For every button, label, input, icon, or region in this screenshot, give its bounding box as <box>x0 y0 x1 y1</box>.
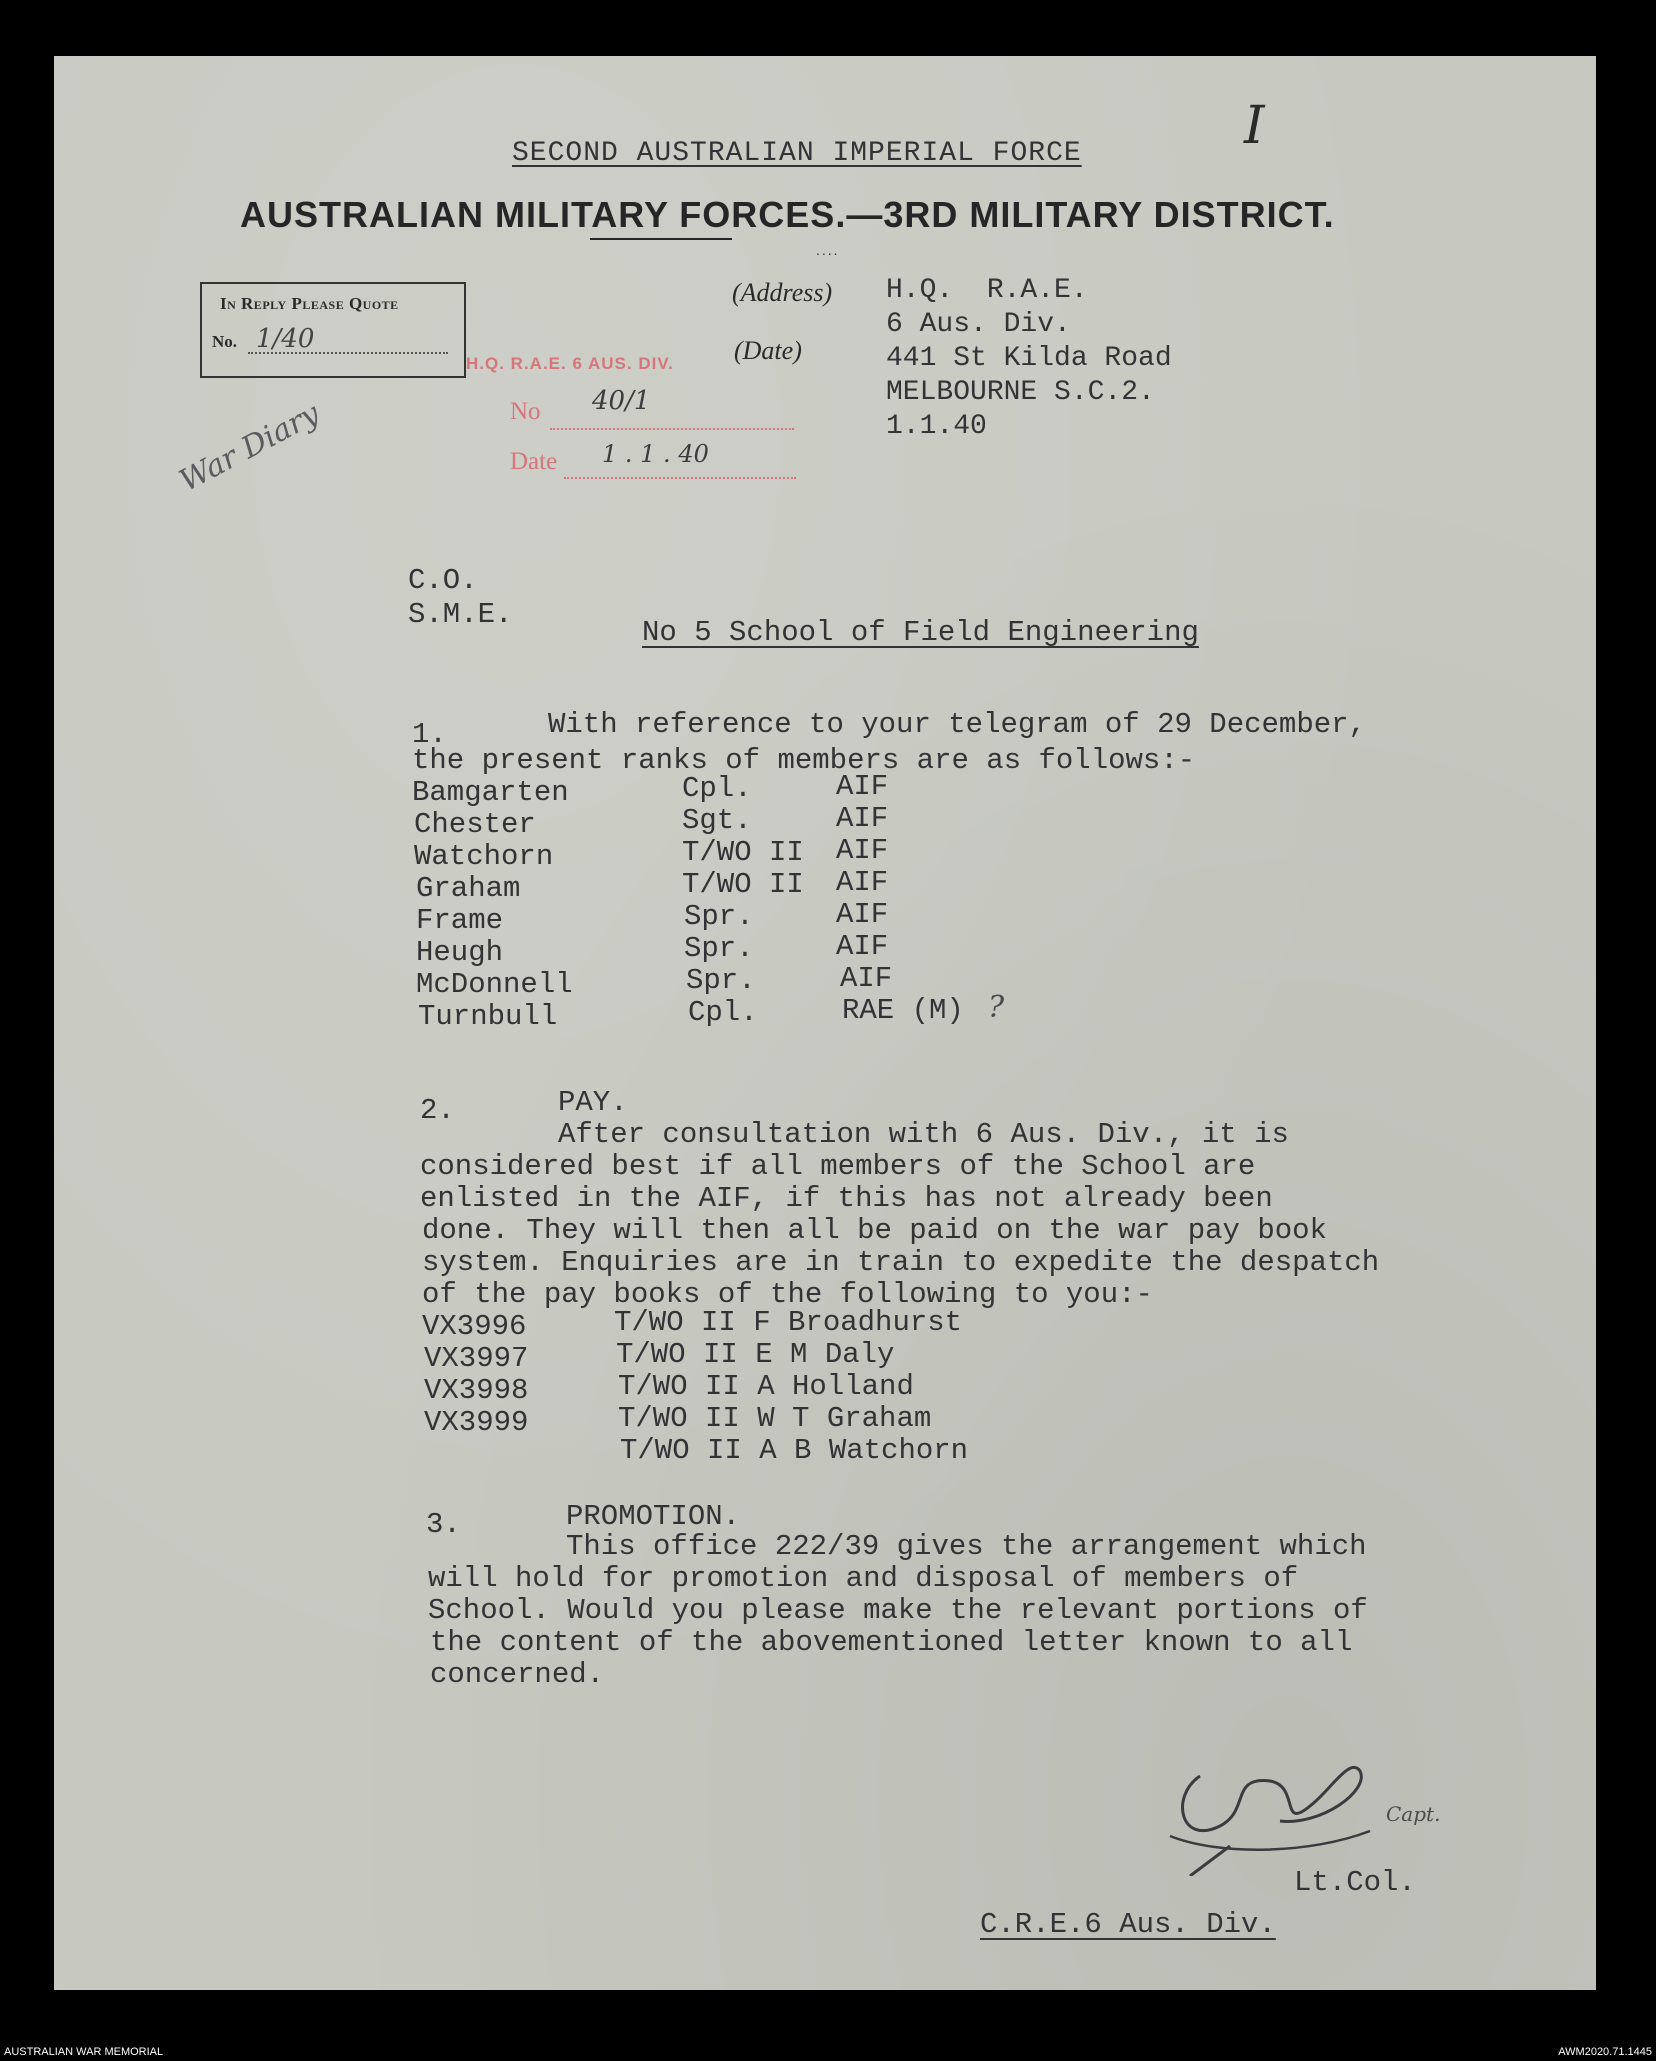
para2-line-5: system. Enquiries are in train to expedite the despatch <box>422 1246 1380 1279</box>
member-name: Watchorn <box>414 840 554 873</box>
reply-quote-box <box>200 282 466 378</box>
margin-annotation: War Diary <box>174 396 326 499</box>
member-name: Chester <box>414 808 536 841</box>
member-unit: RAE (M) <box>842 994 964 1027</box>
member-name: Frame <box>416 904 504 937</box>
registry-stamp-date-value: 1 . 1 . 40 <box>602 440 709 468</box>
paybook-person: T/WO II A Holland <box>618 1370 914 1403</box>
subject-heading: No 5 School of Field Engineering <box>642 616 1199 649</box>
stamp-dotted-line <box>550 428 794 430</box>
reply-box-no-label: No. <box>212 332 238 351</box>
address-line-4: MELBOURNE S.C.2. <box>886 377 1155 408</box>
para2-line-1: After consultation with 6 Aus. Div., it is <box>558 1118 1289 1151</box>
para1-line-2: the present ranks of members are as follows:- <box>412 744 1196 777</box>
stamp-dotted-line <box>564 477 796 479</box>
reply-box-title: In Reply Please Quote <box>220 294 399 313</box>
member-name: Heugh <box>416 936 504 969</box>
address-line-2: 6 Aus. Div. <box>886 309 1071 340</box>
para3-line-4: the content of the abovementioned letter known to all <box>430 1626 1353 1659</box>
member-name: McDonnell <box>416 968 573 1001</box>
signature-title: C.R.E.6 Aus. Div. <box>980 1908 1276 1941</box>
signature-scrawl <box>1160 1736 1380 1876</box>
member-name: Turnbull <box>418 1000 558 1033</box>
title-underline <box>590 238 732 240</box>
page-marker: I <box>1244 96 1265 156</box>
para3-number: 3. <box>426 1508 461 1541</box>
paybook-number: VX3998 <box>424 1374 529 1407</box>
member-unit: AIF <box>836 898 889 931</box>
address-label: (Address) <box>732 278 833 307</box>
signature-capt: Capt. <box>1386 1802 1441 1826</box>
member-rank: Spr. <box>684 932 754 965</box>
document-sheet <box>54 56 1596 1990</box>
title-dots: .... <box>816 242 840 258</box>
reply-box-dotted-line <box>248 352 448 354</box>
address-date: 1.1.40 <box>886 411 987 442</box>
para3-line-3: School. Would you please make the relevant portions of <box>428 1594 1368 1627</box>
member-rank: Spr. <box>686 964 756 997</box>
member-rank: Spr. <box>684 900 754 933</box>
paybook-number: VX3997 <box>424 1342 529 1375</box>
member-unit: AIF <box>836 802 889 835</box>
reply-box-no-value: 1/40 <box>256 324 315 354</box>
address-line-1: H.Q. R.A.E. <box>886 275 1088 306</box>
footer-accession: AWM2020.71.1445 <box>1558 2046 1652 2058</box>
para2-line-4: done. They will then all be paid on the war pay book <box>422 1214 1327 1247</box>
para3-line-2: will hold for promotion and disposal of members of <box>428 1562 1299 1595</box>
para2-line-3: enlisted in the AIF, if this has not already been <box>420 1182 1273 1215</box>
force-banner: SECOND AUSTRALIAN IMPERIAL FORCE <box>512 138 1082 169</box>
member-unit: AIF <box>836 770 889 803</box>
address-line-3: 441 St Kilda Road <box>886 343 1172 374</box>
paybook-person: T/WO II A B Watchorn <box>620 1434 969 1467</box>
member-unit: AIF <box>840 962 893 995</box>
para1-number: 1. <box>412 718 447 751</box>
registry-stamp-header: H.Q. R.A.E. 6 AUS. DIV. <box>466 354 674 373</box>
member-rank: T/WO II <box>682 868 804 901</box>
para3-line-5: concerned. <box>430 1658 605 1691</box>
member-unit: AIF <box>836 866 889 899</box>
para2-number: 2. <box>420 1094 455 1127</box>
recipient-line-2: S.M.E. <box>408 598 513 631</box>
paybook-number: VX3996 <box>422 1310 527 1343</box>
paybook-person: T/WO II W T Graham <box>618 1402 932 1435</box>
query-mark: ? <box>988 990 1005 1025</box>
member-name: Graham <box>416 872 521 905</box>
member-rank: Cpl. <box>682 772 752 805</box>
member-unit: AIF <box>836 930 889 963</box>
para2-line-2: considered best if all members of the School are <box>420 1150 1256 1183</box>
member-name: Bamgarten <box>412 776 569 809</box>
date-label: (Date) <box>734 336 802 365</box>
recipient-line-1: C.O. <box>408 564 478 597</box>
member-rank: Sgt. <box>682 804 752 837</box>
member-rank: T/WO II <box>682 836 804 869</box>
member-rank: Cpl. <box>688 996 758 1029</box>
registry-stamp-date-label: Date <box>510 448 558 475</box>
para2-heading: PAY. <box>558 1086 628 1119</box>
registry-stamp-no-label: No <box>510 398 541 425</box>
para3-heading: PROMOTION. <box>566 1500 741 1533</box>
signature-rank: Lt.Col. <box>1294 1866 1416 1899</box>
member-unit: AIF <box>836 834 889 867</box>
paybook-person: T/WO II F Broadhurst <box>614 1306 963 1339</box>
footer-credit: AUSTRALIAN WAR MEMORIAL <box>4 2046 164 2058</box>
letterhead-title: AUSTRALIAN MILITARY FORCES.—3RD MILITARY DISTRICT. <box>240 194 1335 235</box>
paybook-person: T/WO II E M Daly <box>616 1338 895 1371</box>
para2-line-6: of the pay books of the following to you:- <box>422 1278 1153 1311</box>
para1-line-1: With reference to your telegram of 29 December, <box>548 708 1366 741</box>
para3-line-1: This office 222/39 gives the arrangement which <box>566 1530 1367 1563</box>
paybook-number: VX3999 <box>424 1406 529 1439</box>
registry-stamp-no-value: 40/1 <box>592 386 651 416</box>
